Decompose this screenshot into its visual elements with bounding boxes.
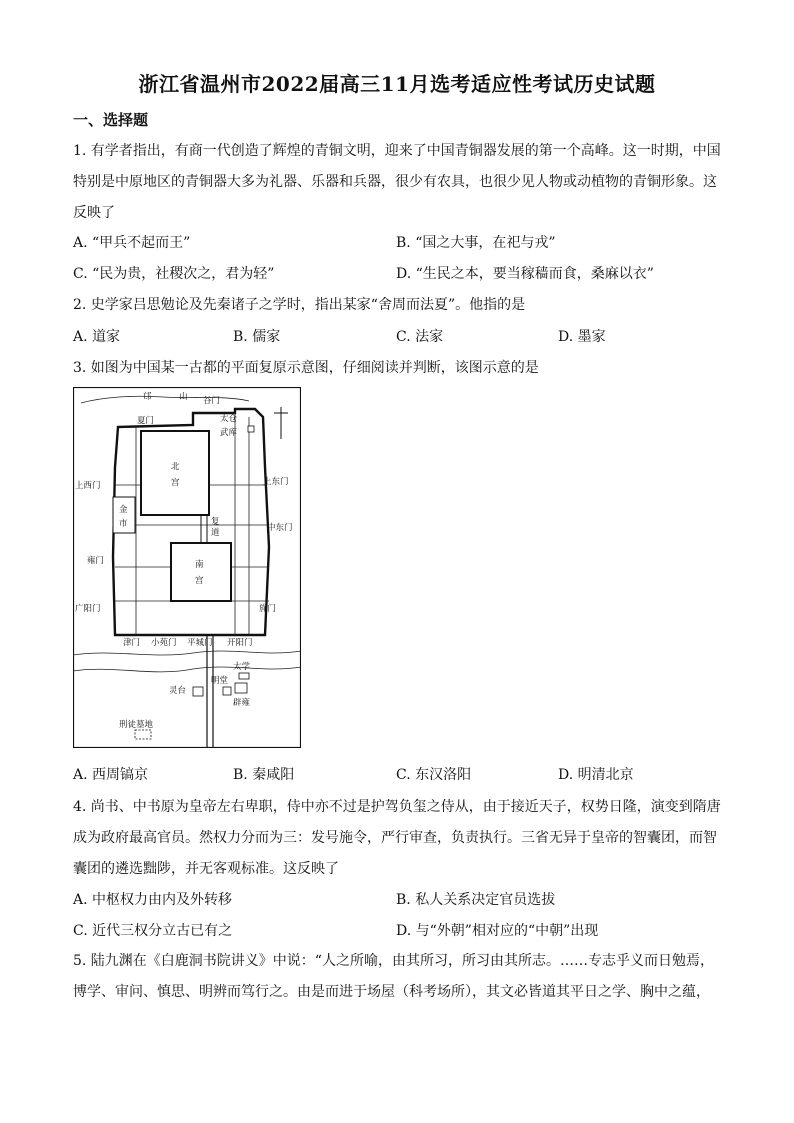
- taixue-building: [239, 673, 249, 679]
- mingtang-building: [223, 687, 231, 695]
- map-label-fudao-1: 复: [211, 517, 220, 527]
- question-1-line: 特别是中原地区的青铜器大多为礼器、乐器和兵器，很少有农具，也很少见人物或动植物的青铜形象。这: [73, 174, 717, 190]
- section-heading: 一、选择题: [73, 111, 149, 129]
- map-label-guangyangmen: 广阳门: [75, 604, 101, 614]
- q2-option-d[interactable]: D. 墨家: [558, 329, 606, 345]
- biyong-building: [235, 683, 247, 693]
- map-label-taicang: 太仓: [220, 414, 238, 424]
- map-label-jinshi-2: 市: [119, 519, 128, 529]
- question-1-line: 反映了: [73, 205, 115, 221]
- q3-option-b[interactable]: B. 秦咸阳: [233, 767, 295, 783]
- question-1-stem: [73, 136, 723, 229]
- map-label-yongmen: 雍门: [87, 556, 105, 566]
- q1-option-a[interactable]: A. “甲兵不起而王”: [73, 235, 191, 251]
- q4-option-d[interactable]: D. 与“外朝”相对应的“中朝”出现: [396, 923, 599, 939]
- q4-option-a[interactable]: A. 中枢权力由内及外转移: [73, 892, 233, 908]
- q2-option-a[interactable]: A. 道家: [73, 329, 121, 345]
- question-3-stem: 3. 如图为中国某一古都的平面复原示意图，仔细阅读并判断，该图示意的是: [73, 360, 539, 376]
- map-label-zhongdongmen: 中东门: [267, 523, 293, 533]
- map-label-xiamen: 夏门: [137, 416, 155, 426]
- page-title: 浙江省温州市2022届高三11月选考适应性考试历史试题: [138, 72, 656, 96]
- q1-option-d[interactable]: D. “生民之本，要当稼穑而食，桑麻以衣”: [396, 266, 654, 282]
- q4-option-b[interactable]: B. 私人关系决定官员选拔: [396, 892, 556, 908]
- map-label-mang: 邙: [143, 392, 152, 402]
- map-label-xiaoyuanmen: 小苑门: [151, 638, 177, 648]
- map-label-shangximen: 上西门: [75, 481, 101, 491]
- q3-option-c[interactable]: C. 东汉洛阳: [396, 767, 472, 783]
- map-label-shangdongmen: 上东门: [263, 477, 289, 487]
- map-label-jinmen: 津门: [123, 638, 141, 648]
- question-5-line: 5. 陆九渊在《白鹿洞书院讲义》中说：“人之所喻，由其所习，所习由其所志。……专志乎义而日勉焉，: [73, 953, 714, 969]
- q1-option-c[interactable]: C. “民为贵，社稷次之，君为轻”: [73, 266, 275, 282]
- map-label-kaiyangmen: 开阳门: [227, 638, 253, 648]
- question-4-line: 成为政府最高官员。然权力分而为三：发号施令，严行审查，负责执行。三省无异于皇帝的智囊团，而智: [73, 830, 717, 846]
- q3-option-a[interactable]: A. 西周镐京: [73, 767, 149, 783]
- map-label-biyong: 辟雍: [233, 698, 251, 708]
- map-label-xingtumudi: 刑徒墓地: [119, 720, 154, 730]
- map-label-nangong-2: 宫: [195, 576, 204, 586]
- map-label-haomen: 旄门: [259, 604, 277, 614]
- question-1-line: 1. 有学者指出，有商一代创造了辉煌的青铜文明，迎来了中国青铜器发展的第一个高峰。这一时期，中国: [73, 143, 721, 159]
- question-5-line: 博学、审问、慎思、明辨而笃行之。由是而进于场屋（科考场所），其文必皆道其平日之学、胸中之蕴，: [73, 984, 710, 1000]
- question-5-stem: [73, 946, 723, 1008]
- question-4-line: 囊团的遴选黜陟，并无客观标准。这反映了: [73, 861, 339, 877]
- wuku-building: [248, 426, 254, 432]
- map-label-beigong-2: 宫: [171, 478, 180, 488]
- question-4-stem: [73, 792, 723, 885]
- ancient-capital-map: [73, 387, 301, 748]
- map-label-wuku: 武库: [220, 428, 238, 438]
- map-label-jinshi-1: 金: [119, 505, 128, 515]
- map-label-gumen: 谷门: [203, 396, 221, 406]
- q4-option-c[interactable]: C. 近代三权分立古已有之: [73, 923, 233, 939]
- lingtai-building: [193, 687, 203, 696]
- map-label-lingtai: 灵台: [169, 686, 187, 696]
- north-palace: [141, 431, 209, 515]
- map-label-mingtang: 明堂: [211, 676, 229, 686]
- q2-option-b[interactable]: B. 儒家: [233, 329, 281, 345]
- question-4-line: 4. 尚书、中书原为皇帝左右卑职，侍中亦不过是护驾负玺之侍从，由于接近天子，权势日隆，演变到隋唐: [73, 799, 721, 815]
- map-label-pingchengmen: 平城门: [187, 638, 213, 648]
- question-2-stem: 2. 史学家吕思勉论及先秦诸子之学时，指出某家“舍周而法夏”。他指的是: [73, 297, 526, 313]
- south-palace: [171, 543, 231, 601]
- map-label-taixue: 太学: [233, 662, 251, 672]
- q2-option-c[interactable]: C. 法家: [396, 329, 444, 345]
- q1-option-b[interactable]: B. “国之大事，在祀与戎”: [396, 235, 556, 251]
- map-label-fudao-2: 道: [211, 528, 220, 538]
- map-label-shan: 山: [179, 392, 188, 402]
- q3-option-d[interactable]: D. 明清北京: [558, 767, 634, 783]
- map-label-nangong-1: 南: [195, 560, 204, 570]
- map-label-beigong-1: 北: [171, 462, 180, 472]
